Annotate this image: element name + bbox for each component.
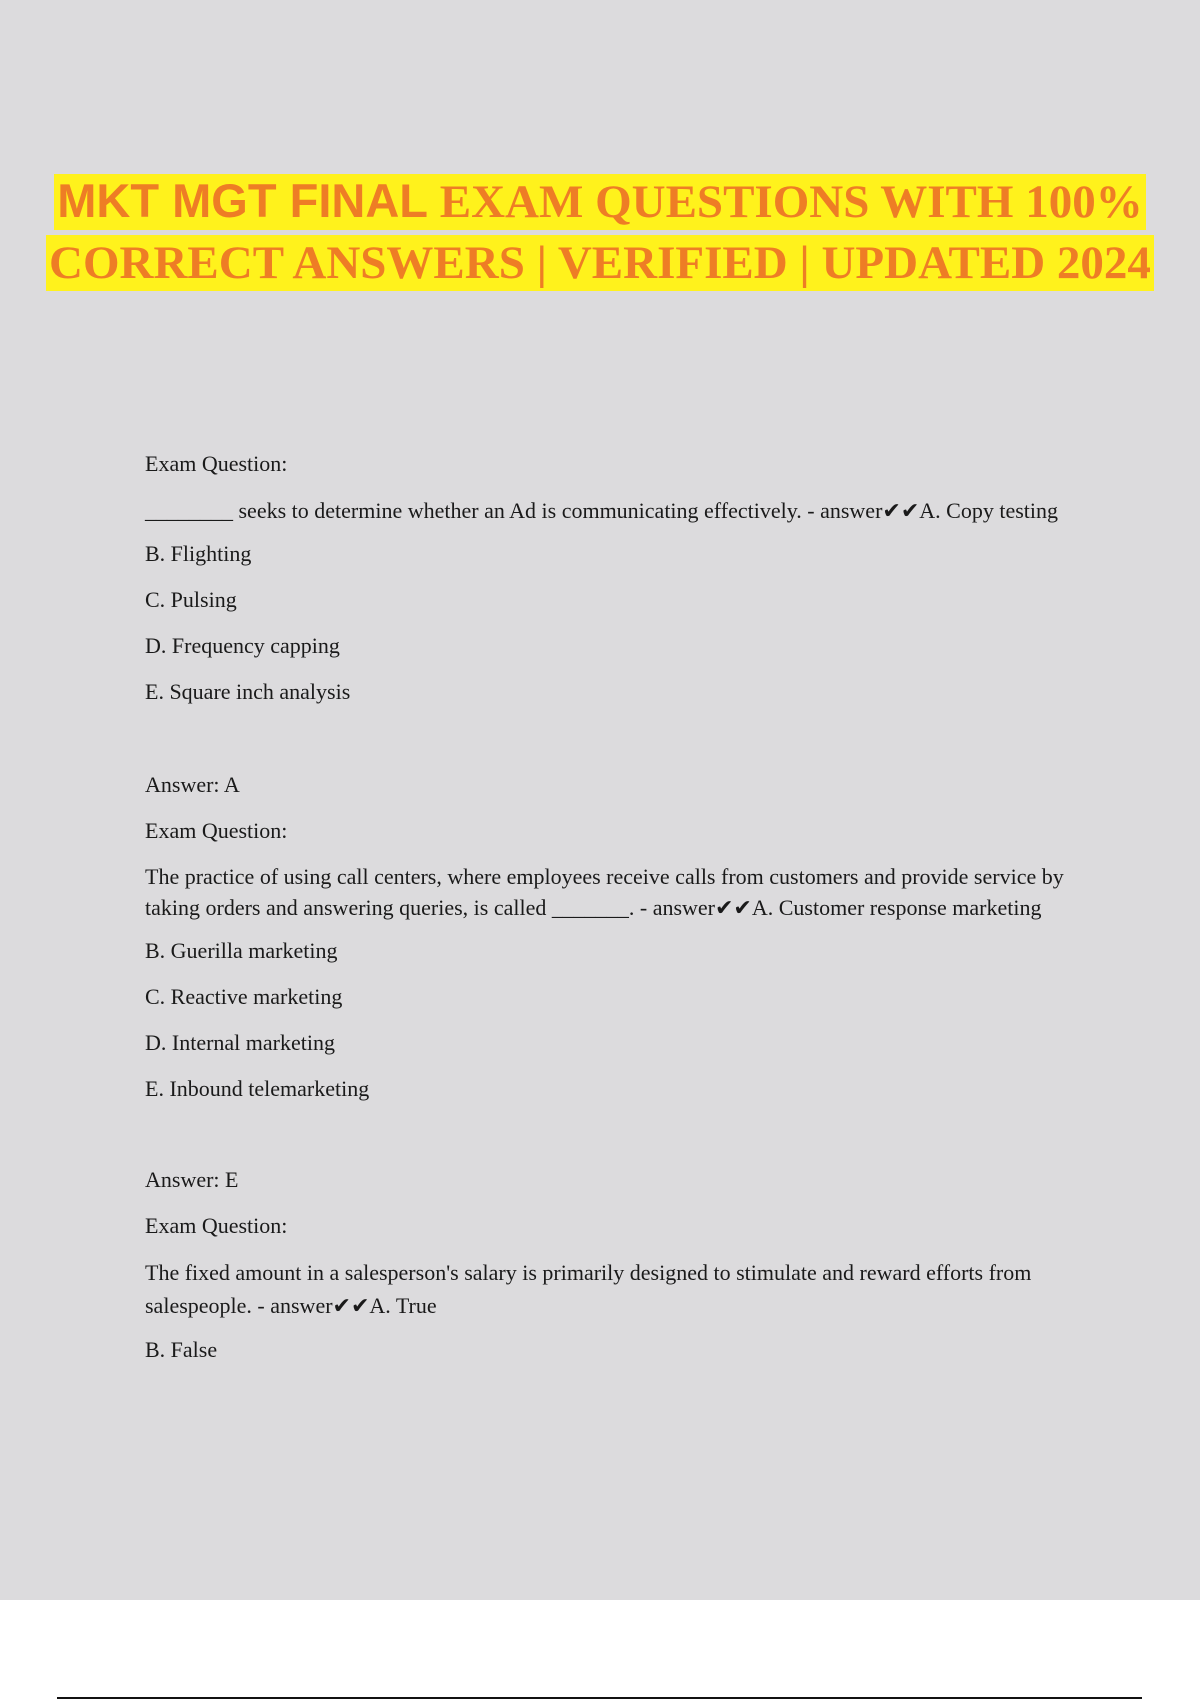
footer-divider	[57, 1697, 1142, 1699]
answer-line: Answer: E	[145, 1167, 239, 1192]
option-d: D. Internal marketing	[145, 1030, 335, 1055]
question-label: Exam Question:	[145, 451, 288, 476]
option-c: C. Reactive marketing	[145, 984, 343, 1009]
option-e: E. Square inch analysis	[145, 679, 351, 704]
question-text: ________ seeks to determine whether an Ad is communicating effectively. - answer✔✔A. Copy testing	[145, 498, 1058, 523]
option-b: B. False	[145, 1337, 218, 1362]
title-highlight	[46, 174, 1154, 291]
title-part-1: MKT MGT FINAL	[57, 174, 428, 227]
option-b: B. Guerilla marketing	[145, 938, 338, 963]
title-part-2: EXAM QUESTIONS WITH 100% CORRECT ANSWERS | VERIFIED | UPDATED 2024	[49, 176, 1151, 289]
question-text: The practice of using call centers, where employees receive calls from customers and provide service by taking orders and answering queries, is called _______. - answer✔✔A. Customer response marketing	[145, 864, 1064, 920]
question-label: Exam Question:	[145, 818, 288, 843]
question-text: The fixed amount in a salesperson's salary is primarily designed to stimulate and reward efforts from salespeople. - answer✔✔A. True	[145, 1260, 1032, 1318]
document-title	[0, 170, 1200, 294]
option-d: D. Frequency capping	[145, 633, 340, 658]
answer-line: Answer: A	[145, 772, 240, 797]
question-label: Exam Question:	[145, 1213, 288, 1238]
option-c: C. Pulsing	[145, 587, 237, 612]
option-b: B. Flighting	[145, 541, 252, 566]
option-e: E. Inbound telemarketing	[145, 1076, 370, 1101]
questions-content	[145, 448, 1075, 1366]
